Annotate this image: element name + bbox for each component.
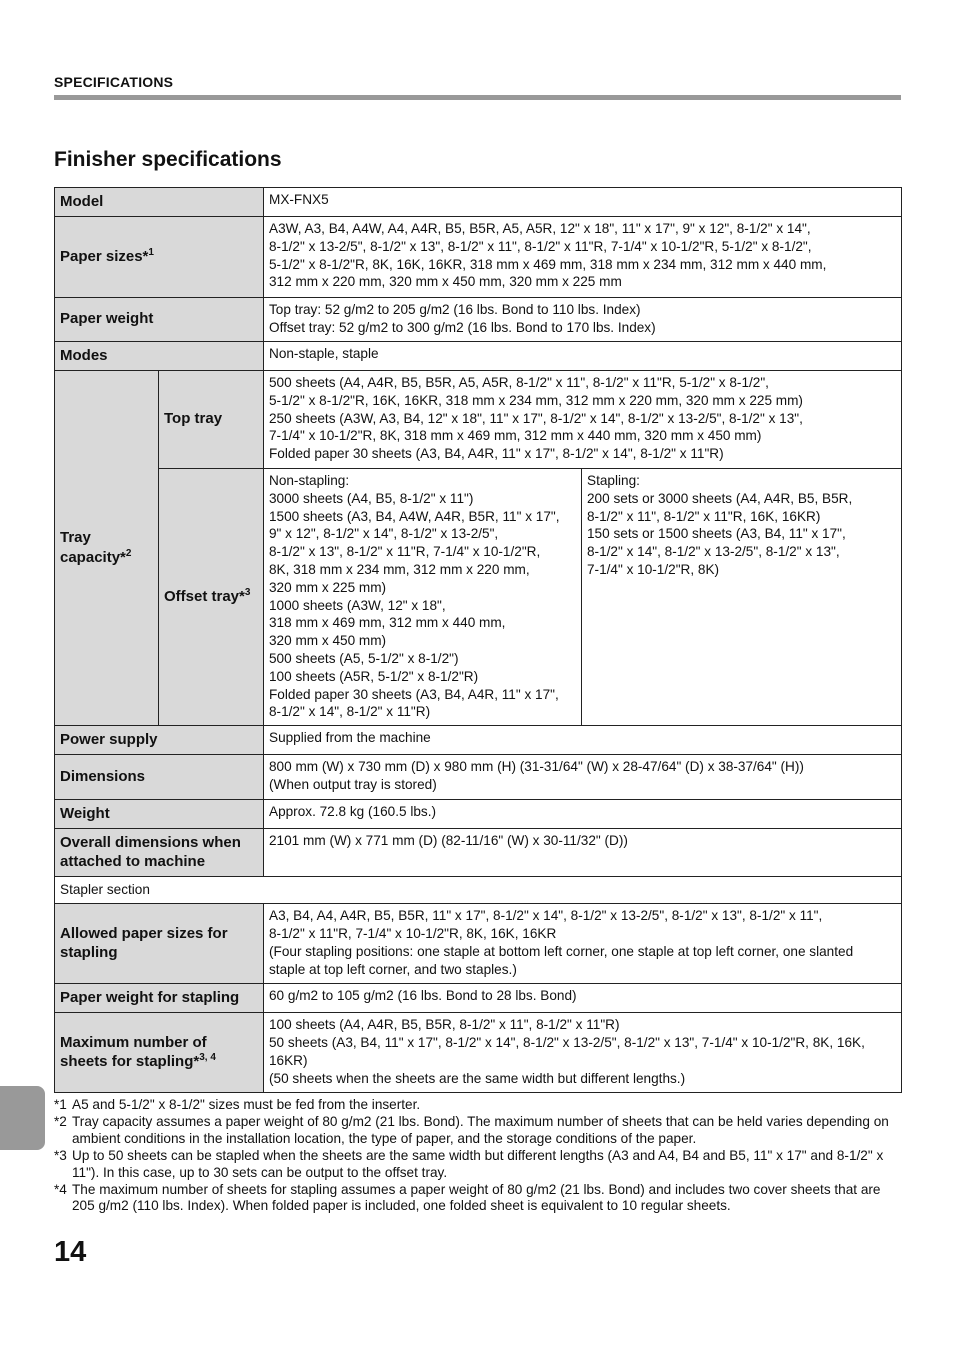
top-tray-value: 500 sheets (A4, A4R, B5, B5R, A5, A5R, 8-1/2" x 11", 8-1/2" x 11"R, 5-1/2" x 8-1/2", 5-1/2" x 8-1/2"R, 16K, 16KR, 318 mm x 234 mm, 312 mm x 220 mm, 320 mm x 225 mm) 250 sheets (A3W, A3, B4, 12" x 18", 11" x 17", 8-1/2" x 14", 8-1/2" x 13-2/5", 8-1/2" x 13", 7-1/4" x 10-1/2"R, 8K, 318 mm x 469 mm, 312 mm x 440 mm, 320 mm x 450 mm) Folded paper 30 sheets (A3, B4, A4R, 11" x 17", 8-1/2" x 14", 8-1/2" x 11"R) — [264, 371, 902, 469]
footnote-mark: *1 — [54, 1097, 67, 1112]
weight-value: Approx. 72.8 kg (160.5 lbs.) — [264, 800, 902, 829]
tray-capacity-label: Tray capacity*$^2$ — [55, 371, 159, 726]
power-supply-value: Supplied from the machine — [264, 726, 902, 755]
top-tray-label: Top tray — [159, 371, 264, 469]
power-supply-label: Power supply — [55, 726, 264, 755]
weight-label: Weight — [55, 800, 264, 829]
footnote — [54, 1182, 901, 1216]
page-number: 14 — [54, 1236, 87, 1268]
footnote-text: The maximum number of sheets for stapling assumes a paper weight of 80 g/m2 (21 lbs. Bond) and includes two cover sheets that are 205 g/m2 (110 lbs. Index). When folded paper is included, one folded sheet is equivalent to 10 regular sheets. — [72, 1181, 881, 1214]
allowed-sizes-stapling-label: Allowed paper sizes for stapling — [55, 904, 264, 984]
stapler-section-heading: Stapler section — [55, 877, 902, 904]
finisher-spec-table — [54, 187, 902, 1093]
paper-weight-stapling-label: Paper weight for stapling — [55, 984, 264, 1013]
modes-label: Modes — [55, 342, 264, 371]
max-sheets-stapling-value: 100 sheets (A4, A4R, B5, B5R, 8-1/2" x 11", 8-1/2" x 11"R) 50 sheets (A3, B4, 11" x 17", 8-1/2" x 14", 8-1/2" x 13-2/5", 8-1/2" x 13", 7-1/4" x 10-1/2"R, 8K, 16K, 16KR) (50 sheets when the sheets are the same width but different lengths.) — [264, 1013, 902, 1093]
footnote-text: Tray capacity assumes a paper weight of 80 g/m2 (21 lbs. Bond). The maximum number of sheets that can be held varies depending on ambient conditions in the installation location, the type of paper, and the storage conditions of the paper. — [72, 1113, 889, 1146]
modes-value: Non-staple, staple — [264, 342, 902, 371]
footnote — [54, 1097, 901, 1114]
dimensions-value: 800 mm (W) x 730 mm (D) x 980 mm (H) (31-31/64" (W) x 28-47/64" (D) x 38-37/64" (H)) (When output tray is stored) — [264, 755, 902, 800]
footnote-mark: *4 — [54, 1181, 67, 1197]
paper-sizes-value: A3W, A3, B4, A4W, A4, A4R, B5, B5R, A5, A5R, 12" x 18", 11" x 17", 9" x 12", 8-1/2" x 14", 8-1/2" x 13-2/5", 8-1/2" x 13", 8-1/2" x 11", 8-1/2" x 11"R, 7-1/4" x 10-1/2"R, 5-1/2" x 8-1/2", 5-1/2" x 8-1/2"R, 8K, 16K, 16KR, 318 mm x 469 mm, 318 mm x 234 mm, 312 mm x 440 mm, 312 mm x 220 mm, 320 mm x 450 mm, 320 mm x 225 mm — [264, 217, 902, 298]
chapter-side-tab — [0, 1086, 45, 1150]
offset-tray-non-stapling: Non-stapling: 3000 sheets (A4, B5, 8-1/2" x 11") 1500 sheets (A3, B4, A4W, A4R, B5R, 11" x 17", 9" x 12", 8-1/2" x 14", 8-1/2" x 13-2/5", 8-1/2" x 13", 8-1/2" x 11"R, 7-1/4" x 10-1/2"R, 8K, 318 mm x 234 mm, 312 mm x 220 mm, 320 mm x 225 mm) 1000 sheets (A3W, 12" x 18", 318 mm x 469 mm, 312 mm x 440 mm, 320 mm x 450 mm) 500 sheets (A5, 5-1/2" x 8-1/2") 100 sheets (A5R, 5-1/2" x 8-1/2"R) Folded paper 30 sheets (A3, B4, A4R, 11" x 17", 8-1/2" x 14", 8-1/2" x 11"R) — [264, 469, 582, 726]
paper-weight-value: Top tray: 52 g/m2 to 205 g/m2 (16 lbs. Bond to 110 lbs. Index) Offset tray: 52 g/m2 to 300 g/m2 (16 lbs. Bond to 170 lbs. Index) — [264, 298, 902, 342]
overall-dimensions-value: 2101 mm (W) x 771 mm (D) (82-11/16" (W) x 30-11/32" (D)) — [264, 829, 902, 877]
paper-weight-stapling-value: 60 g/m2 to 105 g/m2 (16 lbs. Bond to 28 lbs. Bond) — [264, 984, 902, 1013]
allowed-sizes-stapling-value: A3, B4, A4, A4R, B5, B5R, 11" x 17", 8-1/2" x 14", 8-1/2" x 13-2/5", 8-1/2" x 13", 8-1/2" x 11", 8-1/2" x 11"R, 7-1/4" x 10-1/2"R, 8K, 16K, 16KR (Four stapling positions: one staple at bottom left corner, one staple at top left corner, one slanted staple at top left corner, and two staples.) — [264, 904, 902, 984]
max-sheets-stapling-label: Maximum number of sheets for stapling*$^{3, 4}$ — [55, 1013, 264, 1093]
footnotes — [54, 1097, 901, 1215]
overall-dimensions-label: Overall dimensions when attached to machine — [55, 829, 264, 877]
footnote — [54, 1148, 901, 1182]
offset-tray-label: Offset tray*$^3$ — [159, 469, 264, 726]
paper-weight-label: Paper weight — [55, 298, 264, 342]
model-label: Model — [55, 188, 264, 217]
dimensions-label: Dimensions — [55, 755, 264, 800]
footnote-mark: *2 — [54, 1113, 67, 1129]
footnote-text: Up to 50 sheets can be stapled when the sheets are the same width but different lengths (A3 and A4, B4 and B5, 11" x 17" and 8-1/2" x 11"). In this case, up to 30 sets can be output to the offset tray. — [72, 1147, 884, 1180]
header-rule — [54, 95, 901, 100]
paper-sizes-label: Paper sizes*$^1$ — [55, 217, 264, 298]
page-title: Finisher specifications — [54, 148, 282, 171]
offset-tray-stapling: Stapling: 200 sets or 3000 sheets (A4, A4R, B5, B5R, 8-1/2" x 11", 8-1/2" x 11"R, 16K, 16KR) 150 sets or 1500 sheets (A3, B4, 11" x 17", 8-1/2" x 14", 8-1/2" x 13-2/5", 8-1/2" x 13", 7-1/4" x 10-1/2"R, 8K) — [582, 469, 902, 726]
footnote-mark: *3 — [54, 1147, 67, 1163]
footnote-text: A5 and 5-1/2" x 8-1/2" sizes must be fed from the inserter. — [72, 1097, 421, 1112]
footnote — [54, 1114, 901, 1148]
section-header: SPECIFICATIONS — [54, 74, 174, 90]
model-value: MX-FNX5 — [264, 188, 902, 217]
